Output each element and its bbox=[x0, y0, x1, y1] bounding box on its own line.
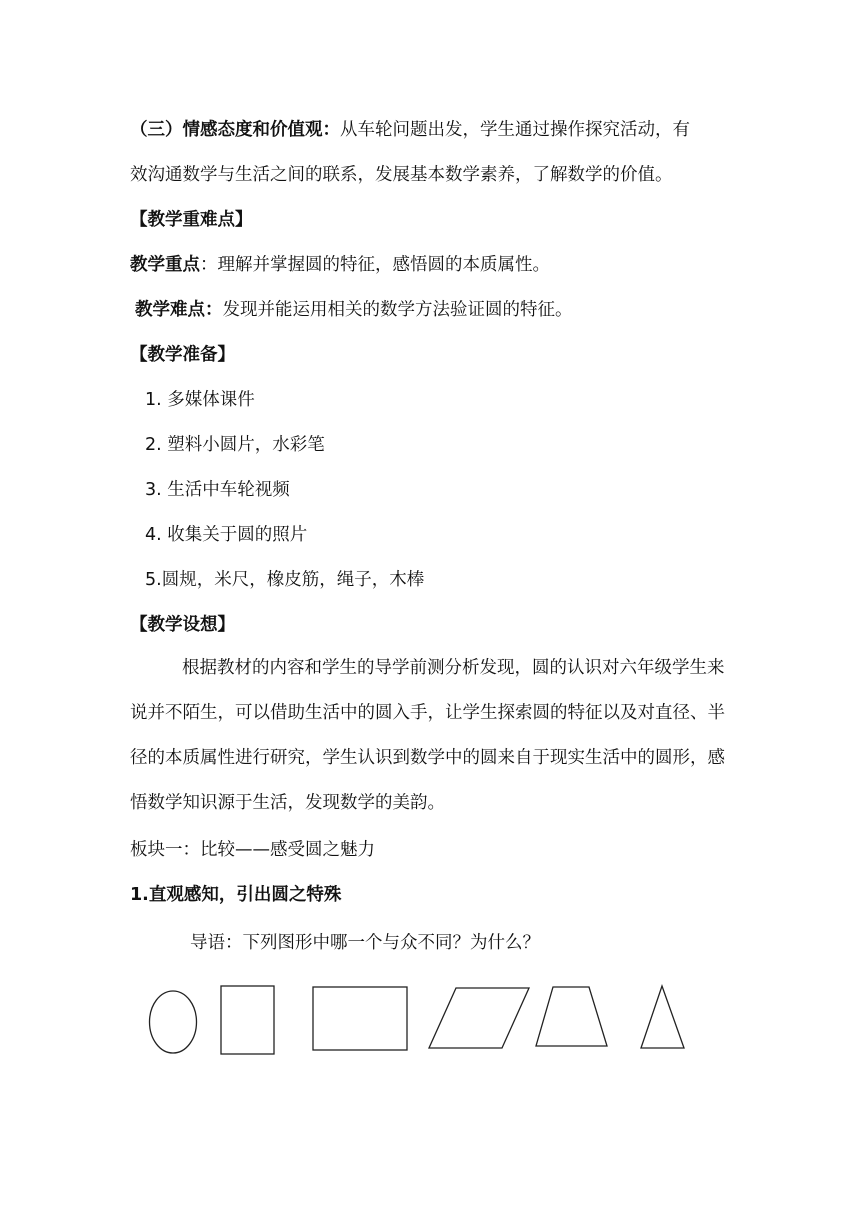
preparation-item: 5.圆规，米尺，橡皮筋，绳子，木棒 bbox=[145, 570, 425, 590]
section3-text-line1: 从车轮问题出发，学生通过操作探究活动，有 bbox=[340, 120, 690, 140]
difficult-point-label: 教学难点： bbox=[135, 300, 223, 320]
design-heading: 【教学设想】 bbox=[130, 615, 235, 635]
preparation-item: 2. 塑料小圆片，水彩笔 bbox=[145, 435, 325, 455]
difficult-point-text: 发现并能运用相关的数学方法验证圆的特征。 bbox=[222, 300, 573, 320]
rectangle-tall-shape bbox=[221, 986, 274, 1054]
section3-text-line2: 效沟通数学与生活之间的联系，发展基本数学素养，了解数学的价值。 bbox=[130, 165, 673, 185]
key-difficult-heading: 【教学重难点】 bbox=[130, 210, 253, 230]
ellipse-shape bbox=[150, 991, 197, 1053]
module1-sub-heading: 1.直观感知，引出圆之特殊 bbox=[130, 885, 342, 905]
section3-heading: （三）情感态度和价值观： bbox=[130, 120, 340, 140]
key-point-label: 教学重点 bbox=[130, 255, 200, 275]
trapezoid-shape bbox=[536, 987, 607, 1046]
preparation-item: 3. 生活中车轮视频 bbox=[145, 480, 290, 500]
module1-title: 板块一：比较——感受圆之魅力 bbox=[130, 840, 375, 860]
preparation-item: 1. 多媒体课件 bbox=[145, 390, 255, 410]
module1-prompt: 导语：下列图形中哪一个与众不同？为什么？ bbox=[190, 933, 540, 953]
rectangle-wide-shape bbox=[313, 987, 407, 1050]
key-point-text: ：理解并掌握圆的特征，感悟圆的本质属性。 bbox=[200, 255, 550, 275]
triangle-shape bbox=[641, 986, 684, 1048]
preparation-item: 4. 收集关于圆的照片 bbox=[145, 525, 308, 545]
preparation-heading: 【教学准备】 bbox=[130, 345, 235, 365]
parallelogram-shape bbox=[429, 988, 529, 1048]
design-paragraph-text: 根据教材的内容和学生的导学前测分析发现，圆的认识对六年级学生来说并不陌生，可以借助生活中的圆入手，让学生探索圆的特征以及对直径、半径的本质属性进行研究，学生认识到数学中的圆来自于现实生活中的圆形，感悟数学知识源于生活，发现数学的美韵。 bbox=[130, 658, 725, 813]
